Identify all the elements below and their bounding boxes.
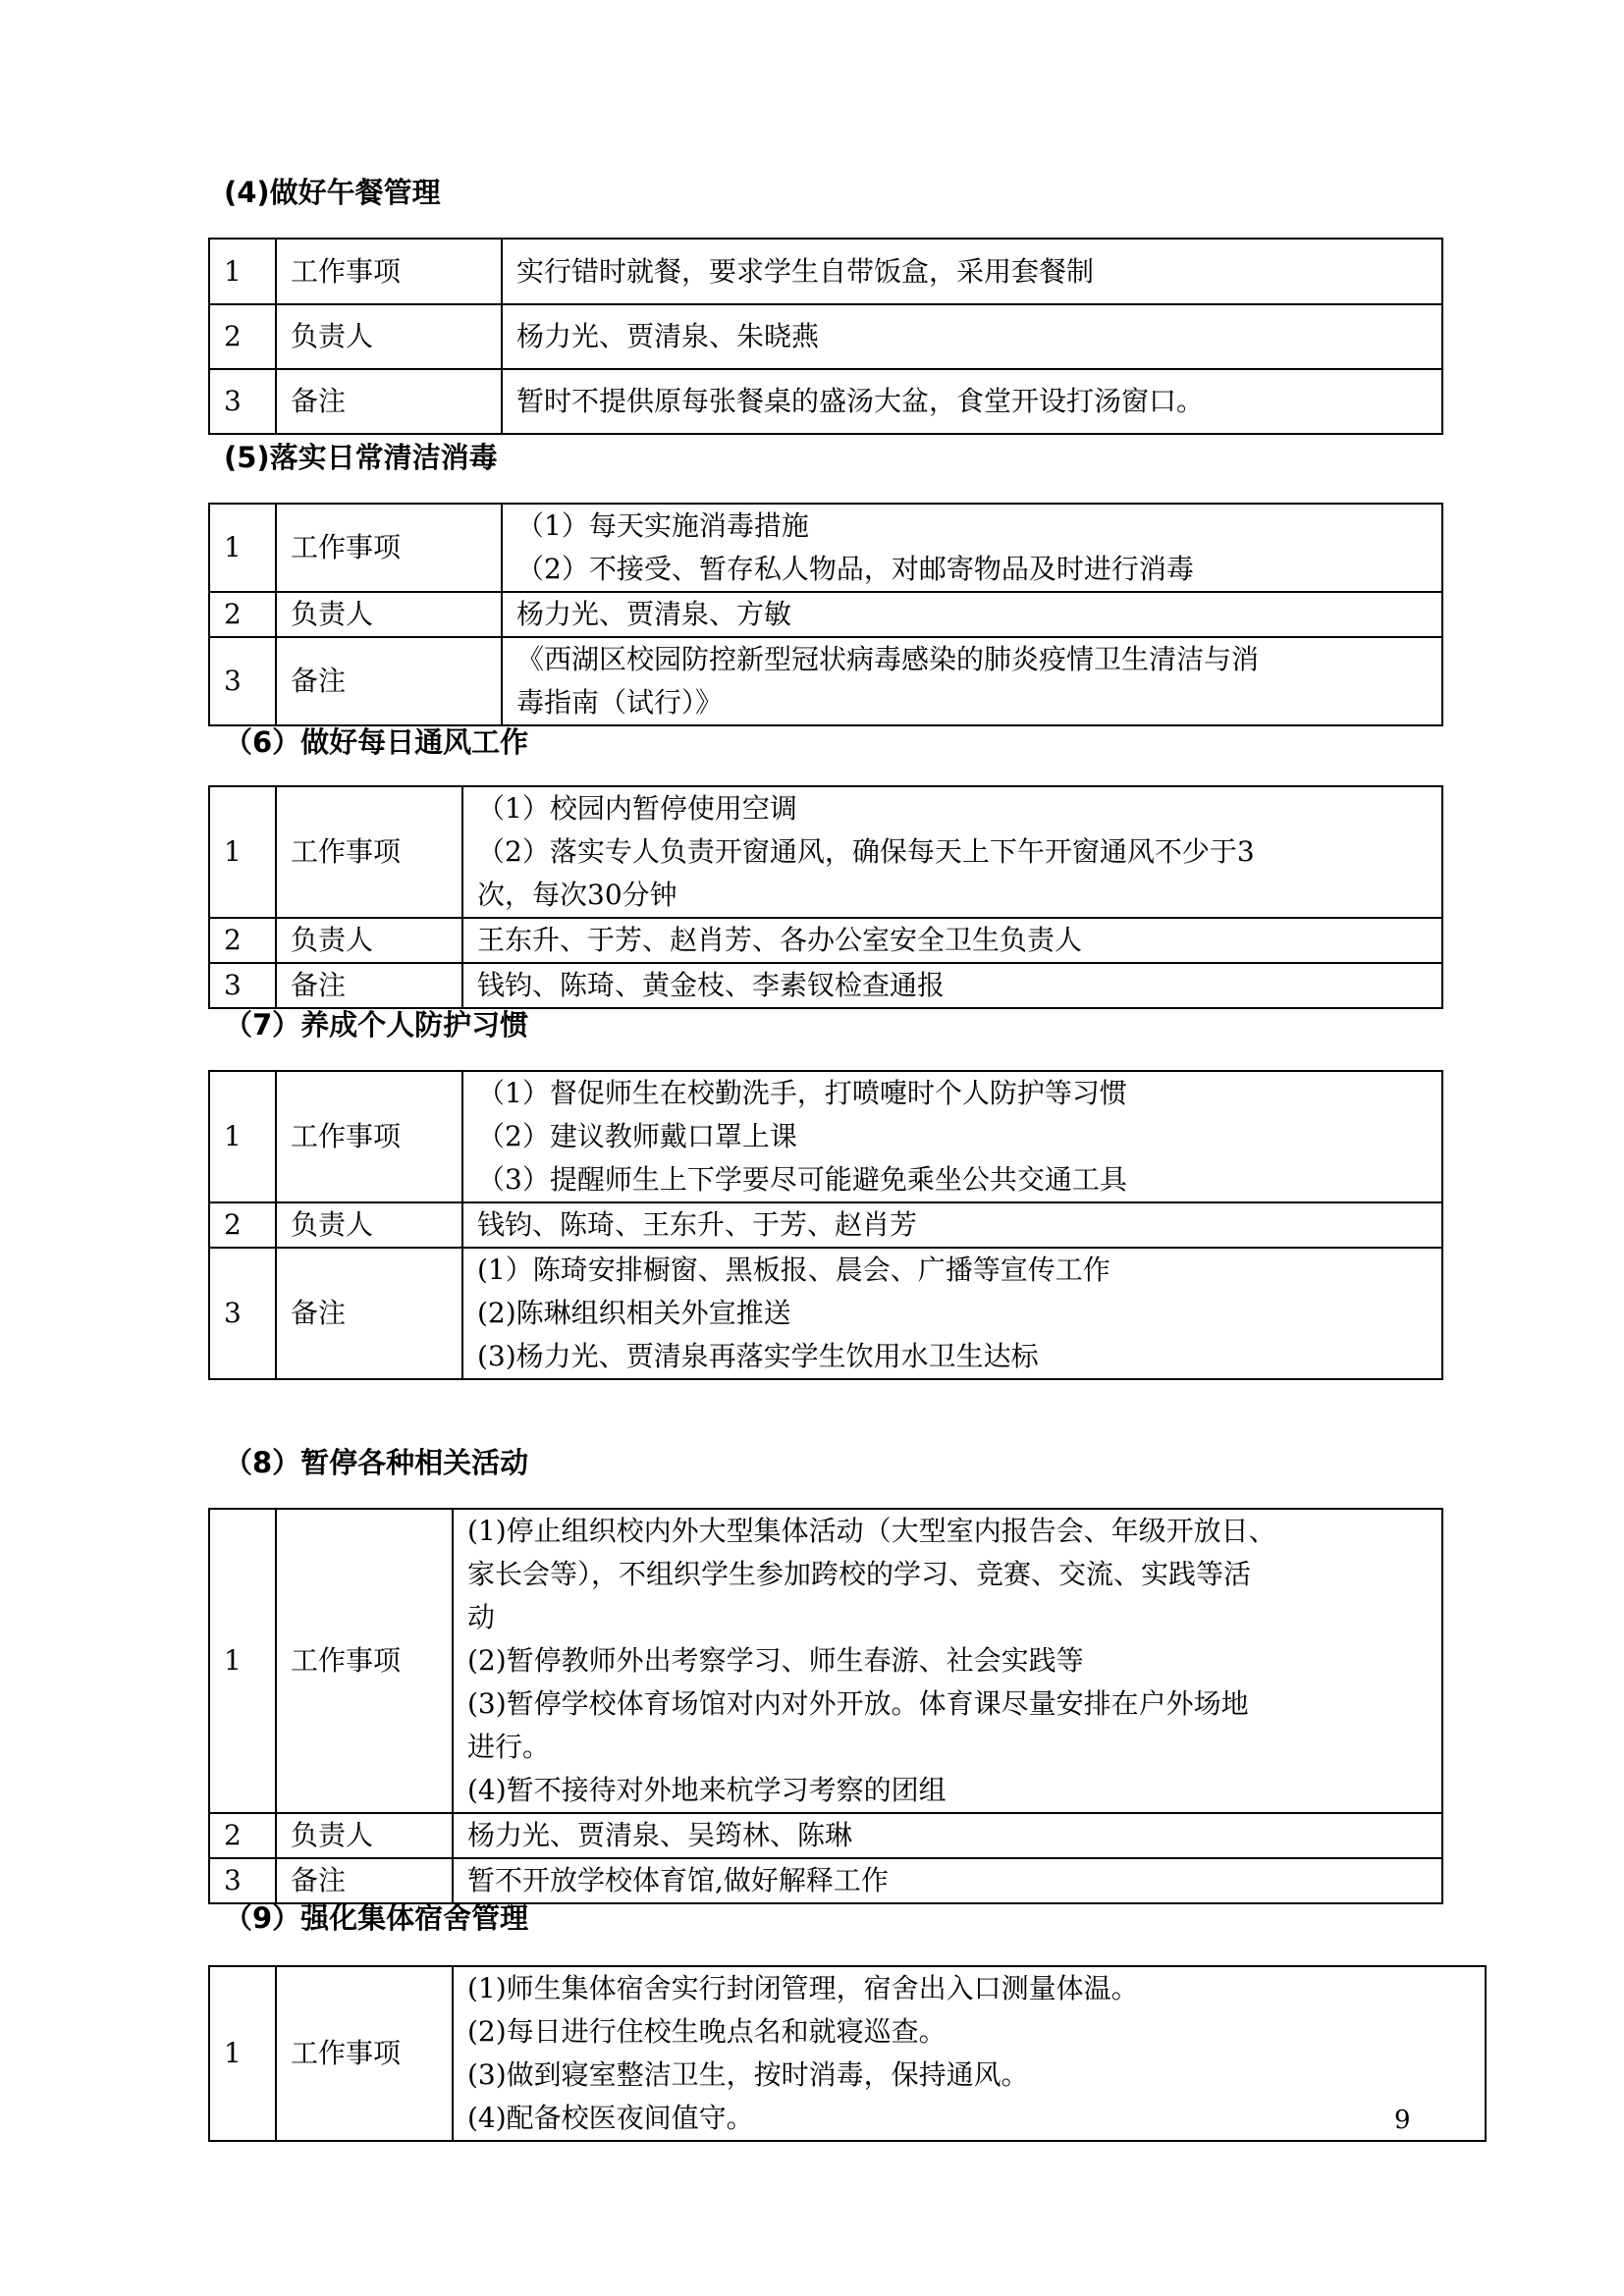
row-label: 备注 — [276, 637, 502, 725]
content-line: （2）落实专人负责开窗通风，确保每天上下午开窗通风不少于3 — [477, 835, 1255, 868]
table-row — [209, 504, 1442, 592]
row-content — [502, 592, 1442, 637]
content-line: 毒指南（试行）》 — [516, 686, 724, 719]
content-line: 王东升、于芳、赵肖芳、各办公室安全卫生负责人 — [477, 924, 1083, 956]
content-line: (1）陈琦安排橱窗、黑板报、晨会、广播等宣传工作 — [477, 1254, 1110, 1286]
row-label: 备注 — [276, 1858, 453, 1903]
row-label: 备注 — [276, 1248, 462, 1379]
table-row — [209, 786, 1442, 918]
row-content — [462, 963, 1442, 1008]
row-content — [502, 304, 1442, 369]
row-content — [462, 1248, 1442, 1379]
table-row — [209, 1071, 1442, 1202]
row-content — [462, 1202, 1442, 1248]
table-section-9 — [208, 1965, 1487, 2142]
row-label: 负责人 — [276, 304, 502, 369]
table-row — [209, 918, 1442, 963]
content-line: (1)师生集体宿舍实行封闭管理，宿舍出入口测量体温。 — [467, 1972, 1139, 2004]
row-number: 1 — [209, 1509, 276, 1813]
table-row — [209, 963, 1442, 1008]
row-label: 工作事项 — [276, 1509, 453, 1813]
row-label: 备注 — [276, 963, 462, 1008]
content-line: (3)做到寝室整洁卫生，按时消毒，保持通风。 — [467, 2058, 1029, 2091]
content-line: （2）不接受、暂存私人物品，对邮寄物品及时进行消毒 — [516, 553, 1194, 585]
page-number: 9 — [1394, 2106, 1411, 2135]
row-label: 工作事项 — [276, 504, 502, 592]
content-line: (4)配备校医夜间值守。 — [467, 2102, 754, 2134]
row-label: 负责人 — [276, 918, 462, 963]
row-number: 1 — [209, 786, 276, 918]
row-content — [502, 239, 1442, 304]
content-line: (4)暂不接待对外地来杭学习考察的团组 — [467, 1774, 947, 1806]
row-number: 1 — [209, 1071, 276, 1202]
row-number: 2 — [209, 304, 276, 369]
row-content — [502, 369, 1442, 434]
row-content — [462, 1071, 1442, 1202]
table-row — [209, 1202, 1442, 1248]
table-section-4 — [208, 238, 1443, 435]
table-row — [209, 592, 1442, 637]
table-row — [209, 1966, 1486, 2141]
section-heading-7: （7）养成个人防护习惯 — [224, 1008, 529, 1041]
content-line: （2）建议教师戴口罩上课 — [477, 1120, 797, 1152]
content-line: 杨力光、贾清泉、方敏 — [516, 598, 792, 630]
row-content — [502, 637, 1442, 725]
row-label: 备注 — [276, 369, 502, 434]
row-number: 1 — [209, 1966, 276, 2141]
content-line: 杨力光、贾清泉、朱晓燕 — [516, 320, 820, 352]
content-line: 杨力光、贾清泉、吴筠林、陈琳 — [467, 1819, 853, 1851]
row-number: 2 — [209, 592, 276, 637]
row-number: 3 — [209, 369, 276, 434]
content-line: 钱钧、陈琦、黄金枝、李素钗检查通报 — [477, 969, 946, 1001]
table-section-6 — [208, 785, 1443, 1009]
row-content — [462, 918, 1442, 963]
row-number: 3 — [209, 1858, 276, 1903]
row-content — [453, 1858, 1442, 1903]
content-line: (3)杨力光、贾清泉再落实学生饮用水卫生达标 — [477, 1340, 1039, 1372]
row-content — [453, 1509, 1442, 1813]
content-line: 动 — [467, 1601, 496, 1633]
row-number: 2 — [209, 1202, 276, 1248]
row-label: 负责人 — [276, 1813, 453, 1858]
row-label: 工作事项 — [276, 1966, 453, 2141]
section-heading-9: （9）强化集体宿舍管理 — [224, 1901, 529, 1935]
row-content — [453, 1813, 1442, 1858]
content-line: （3）提醒师生上下学要尽可能避免乘坐公共交通工具 — [477, 1163, 1127, 1196]
table-row — [209, 637, 1442, 725]
section-heading-4: (4)做好午餐管理 — [224, 176, 441, 209]
row-label: 工作事项 — [276, 1071, 462, 1202]
content-line: 进行。 — [467, 1731, 551, 1763]
row-number: 2 — [209, 1813, 276, 1858]
section-heading-6: （6）做好每日通风工作 — [224, 725, 529, 759]
row-content — [453, 1966, 1486, 2141]
row-number: 3 — [209, 1248, 276, 1379]
row-number: 1 — [209, 504, 276, 592]
content-line: 次，每次30分钟 — [477, 879, 677, 911]
row-label: 工作事项 — [276, 239, 502, 304]
table-row — [209, 239, 1442, 304]
content-line: 《西湖区校园防控新型冠状病毒感染的肺炎疫情卫生清洁与消 — [516, 643, 1260, 675]
content-line: （1）督促师生在校勤洗手，打喷嚏时个人防护等习惯 — [477, 1077, 1127, 1109]
row-number: 1 — [209, 239, 276, 304]
row-number: 3 — [209, 637, 276, 725]
row-label: 工作事项 — [276, 786, 462, 918]
row-label: 负责人 — [276, 592, 502, 637]
row-number: 3 — [209, 963, 276, 1008]
section-heading-8: （8）暂停各种相关活动 — [224, 1446, 529, 1479]
table-row — [209, 304, 1442, 369]
table-section-7 — [208, 1070, 1443, 1380]
table-row — [209, 1813, 1442, 1858]
table-row — [209, 1248, 1442, 1379]
table-section-5 — [208, 503, 1443, 726]
content-line: 实行错时就餐，要求学生自带饭盒，采用套餐制 — [516, 254, 1095, 288]
table-section-8 — [208, 1508, 1443, 1904]
content-line: （1）每天实施消毒措施 — [516, 509, 809, 542]
content-line: (3)暂停学校体育场馆对内对外开放。体育课尽量安排在户外场地 — [467, 1687, 1249, 1720]
content-line: (1)停止组织校内外大型集体活动（大型室内报告会、年级开放日、 — [467, 1515, 1276, 1547]
row-content — [462, 786, 1442, 918]
content-line: 钱钧、陈琦、王东升、于芳、赵肖芳 — [477, 1208, 918, 1241]
table-row — [209, 1509, 1442, 1813]
row-label: 负责人 — [276, 1202, 462, 1248]
table-row — [209, 1858, 1442, 1903]
row-number: 2 — [209, 918, 276, 963]
section-heading-5: (5)落实日常清洁消毒 — [224, 441, 498, 474]
content-line: 家长会等），不组织学生参加跨校的学习、竞赛、交流、实践等活 — [467, 1558, 1252, 1590]
row-content — [502, 504, 1442, 592]
content-line: （1）校园内暂停使用空调 — [477, 792, 797, 825]
content-line: 暂时不提供原每张餐桌的盛汤大盆，食堂开设打汤窗口。 — [516, 385, 1205, 417]
content-line: 暂不开放学校体育馆,做好解释工作 — [467, 1864, 889, 1896]
content-line: (2)每日进行住校生晚点名和就寝巡查。 — [467, 2015, 947, 2048]
content-line: (2)暂停教师外出考察学习、师生春游、社会实践等 — [467, 1644, 1084, 1677]
content-line: (2)陈琳组织相关外宣推送 — [477, 1297, 791, 1329]
table-row — [209, 369, 1442, 434]
